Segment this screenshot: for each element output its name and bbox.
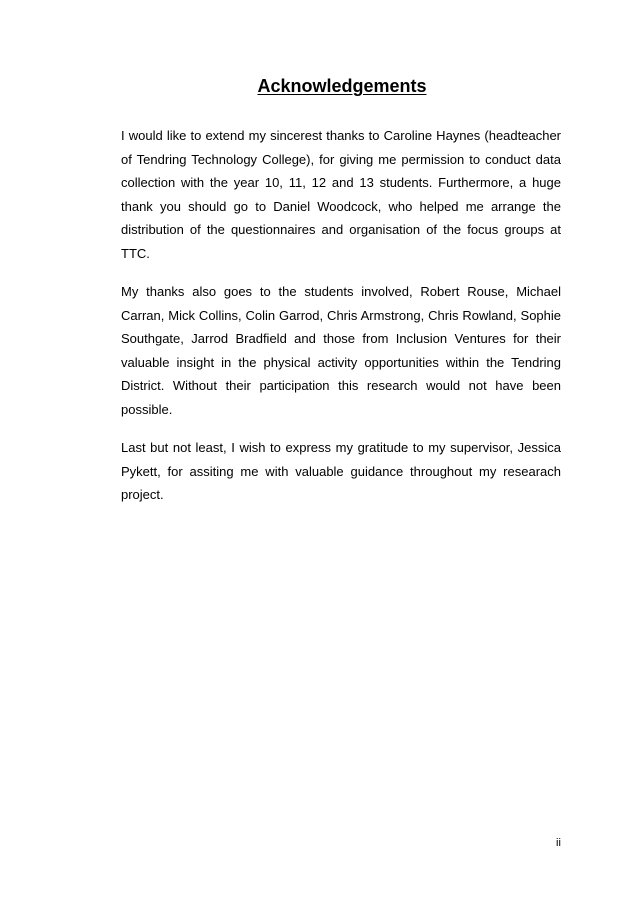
page-title: Acknowledgements bbox=[257, 76, 427, 96]
paragraph-thanks-students: My thanks also goes to the students involved, Robert Rouse, Michael Carran, Mick Collins, Colin Garrod, Chris Armstrong, Chris Rowland, Sophie Southgate, Jarrod Bradfield and those from Inclusion Ventures for their valuable insight in the physical activity opportunities within the Tendring District. Without their participation this research would not have been possible. bbox=[121, 284, 561, 417]
page-number: ii bbox=[556, 837, 561, 849]
paragraph-thanks-staff: I would like to extend my sincerest thanks to Caroline Haynes (headteacher of Tendring Technology College), for giving me permission to conduct data collection with the year 10, 11, 12 and 13 students. Furthermore, a huge thank you should go to Daniel Woodcock, who helped me arrange the distribution of the questionnaires and organisation of the focus groups at TTC. bbox=[121, 128, 561, 261]
paragraph-thanks-supervisor: Last but not least, I wish to express my gratitude to my supervisor, Jessica Pykett, for assiting me with valuable guidance throughout my researach project. bbox=[121, 440, 561, 502]
